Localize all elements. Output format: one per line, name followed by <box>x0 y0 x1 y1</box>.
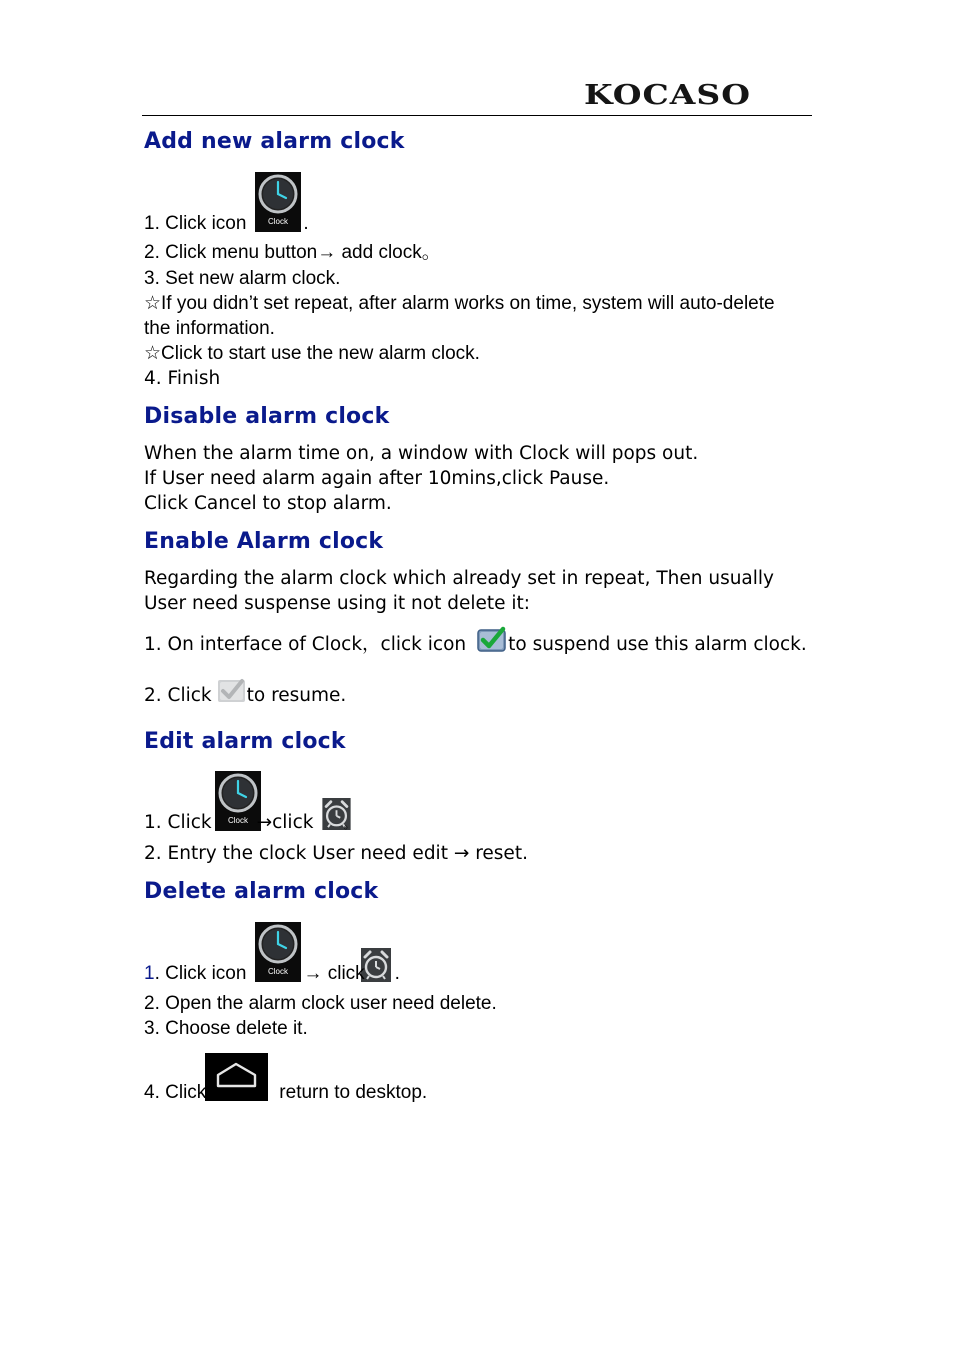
delete-step-1-number: 1 <box>144 963 155 984</box>
enable-step-2-end: to resume. <box>246 685 347 706</box>
header-rule <box>142 115 812 116</box>
clock-tile-label: Clock <box>227 816 248 825</box>
edit-step-1-text: 1. Click <box>144 812 212 833</box>
add-step-4: 4. Finish <box>144 368 221 389</box>
delete-step-4 <box>144 1081 427 1105</box>
edit-step-1 <box>144 811 355 836</box>
delete-step-4-text: 4. Click <box>144 1082 207 1103</box>
disable-line-2: If User need alarm again after 10mins,click Pause. <box>144 468 610 489</box>
edit-step-1-mid: →click <box>256 812 314 833</box>
clock-tile-label: Clock <box>267 217 288 226</box>
add-step-3: 3. Set new alarm clock. <box>144 268 341 289</box>
enable-step-1-end: to suspend use this alarm clock. <box>508 634 807 655</box>
section-title-enable: Enable Alarm clock <box>144 529 384 554</box>
add-step-1-text: 1. Click icon <box>144 213 247 234</box>
disable-line-3: Click Cancel to stop alarm. <box>144 493 392 514</box>
section-title-delete: Delete alarm clock <box>144 879 379 904</box>
add-step-1-end: . <box>303 213 309 234</box>
section-title-disable: Disable alarm clock <box>144 404 390 429</box>
enable-step-2-text: 2. Click <box>144 685 212 706</box>
kocaso-logo: KOCASO <box>584 78 751 111</box>
add-step-1 <box>144 212 309 236</box>
delete-step-2: 2. Open the alarm clock user need delete. <box>144 993 497 1014</box>
enable-line-2: User need suspense using it not delete it: <box>144 593 531 614</box>
edit-step-1-end: 。 <box>343 817 356 831</box>
enable-step-1-text: 1. On interface of Clock，click icon <box>144 634 467 655</box>
delete-step-1 <box>144 962 400 986</box>
add-note-1-line-2: the information. <box>144 318 275 339</box>
section-title-edit: Edit alarm clock <box>144 729 346 754</box>
section-title-add: Add new alarm clock <box>144 129 405 154</box>
add-step-2: 2. Click menu button→ add clock。 <box>144 242 441 263</box>
unchecked-box-icon[interactable] <box>217 677 247 704</box>
delete-step-1-text: . Click icon <box>154 963 247 984</box>
edit-step-2: 2. Entry the clock User need edit → reset. <box>144 843 528 864</box>
enable-line-1: Regarding the alarm clock which already set in repeat, Then usually <box>144 568 774 589</box>
delete-step-4-end: return to desktop. <box>279 1082 428 1103</box>
delete-step-1-mid: → click <box>303 963 365 984</box>
clock-tile-label: Clock <box>267 967 288 976</box>
add-note-1-line-1: ☆If you didn’t set repeat, after alarm works on time, system will auto-delete <box>144 293 775 314</box>
delete-step-3: 3. Choose delete it. <box>144 1018 308 1039</box>
add-note-2: ☆Click to start use the new alarm clock. <box>144 343 480 364</box>
checked-box-icon[interactable] <box>476 626 508 653</box>
disable-line-1: When the alarm time on, a window with Clock will pops out. <box>144 443 699 464</box>
delete-step-1-end: . <box>394 963 400 984</box>
